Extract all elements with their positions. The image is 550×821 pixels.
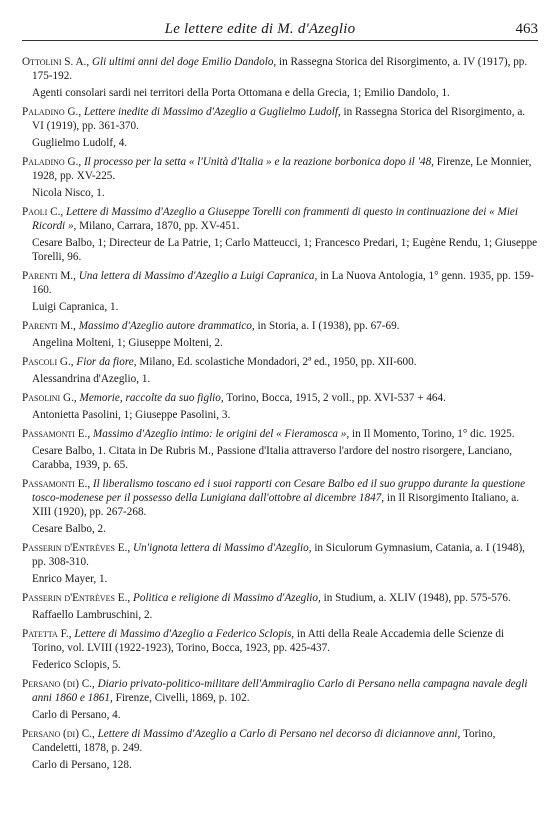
entry-publication: in Rassegna Storica del Risorgimento, a. VI (1919), pp. 361-370. (32, 106, 526, 132)
entry-citation (22, 477, 538, 519)
entry-title: Il processo per la setta « l'Unità d'Italia » e la reazione borbonica dopo il '48, (83, 156, 434, 168)
bibliography-entry (22, 269, 538, 314)
entry-citation (22, 55, 538, 83)
entry-author: Pasolini G., (22, 392, 77, 404)
entry-title: Diario privato-politico-militare dell'Ammiraglio Carlo di Persano nella campagna navale degli anni 1860 e 1861, (32, 678, 528, 704)
bibliography-entry (22, 355, 538, 386)
entry-correspondents: Cesare Balbo, 1; Directeur de La Patrie, 1; Carlo Matteucci, 1; Francesco Predari, 1; Eugène Rendu, 1; Giuseppe Torelli, 96. (32, 237, 538, 263)
bibliography-entry (22, 627, 538, 672)
entry-citation (22, 391, 538, 405)
page-header (22, 18, 538, 41)
entry-correspondents: Carlo di Persano, 128. (32, 759, 132, 771)
entry-title: Massimo d'Azeglio intimo: le origini del « Fieramosca », (92, 428, 350, 440)
entry-title: Lettere di Massimo d'Azeglio a Federico Sclopis, (74, 628, 295, 640)
entry-author: Parenti M., (22, 270, 76, 282)
entry-publication: in La Nuova Antologia, 1° genn. 1935, pp. 159-160. (32, 270, 534, 296)
bibliography-entry (22, 55, 538, 100)
entry-title: Lettere di Massimo d'Azeglio a Giuseppe Torelli con frammenti di questo in continuazione dei « Miei Ricordi », (32, 206, 519, 232)
entry-citation (22, 205, 538, 233)
entry-correspondents: Nicola Nisco, 1. (32, 187, 105, 199)
entry-publication: in Il Risorgimento Italiano, a. XIII (1920), pp. 267-268. (32, 492, 520, 518)
entry-citation (22, 677, 538, 705)
entry-citation (22, 155, 538, 183)
bibliography-entry (22, 205, 538, 264)
bibliography-entry (22, 727, 538, 772)
entry-title: Massimo d'Azeglio autore drammatico, (78, 320, 255, 332)
entry-title: Lettere inedite di Massimo d'Azeglio a Guglielmo Ludolf, (83, 106, 341, 118)
entry-citation (22, 541, 538, 569)
bibliography-list (22, 55, 538, 777)
bibliography-entry (22, 391, 538, 422)
entry-author: Pascoli G., (22, 356, 74, 368)
bibliography-entry (22, 541, 538, 586)
entry-correspondents: Guglielmo Ludolf, 4. (32, 137, 128, 149)
bibliography-entry (22, 591, 538, 622)
entry-title: Memorie, raccolte da suo figlio, (79, 392, 224, 404)
entry-author: Persano (di) C., (22, 728, 95, 740)
entry-author: Passerin d'Entrèves E., (22, 592, 131, 604)
entry-title: Lettere di Massimo d'Azeglio a Carlo di Persano nel decorso di diciannove anni, (97, 728, 461, 740)
entry-title: Un'ignota lettera di Massimo d'Azeglio, (133, 542, 312, 554)
entry-author: Patetta F., (22, 628, 72, 640)
entry-title: Il liberalismo toscano ed i suoi rapporti con Cesare Balbo ed il suo gruppo durante la questione tosco-modenese per il possesso della Lunigiana dall'ottobre al dicembre 1847, (32, 478, 526, 504)
entry-correspondents: Agenti consolari sardi nei territori della Porta Ottomana e della Grecia, 1; Emilio Dandolo, 1. (32, 87, 450, 99)
bibliography-entry (22, 477, 538, 536)
entry-publication: Torino, Bocca, 1915, 2 voll., pp. XVI-537 + 464. (226, 392, 446, 404)
entry-author: Passamonti E., (22, 478, 91, 490)
bibliography-entry (22, 677, 538, 722)
entry-author: Paladino G., (22, 106, 82, 118)
entry-correspondents: Alessandrina d'Azeglio, 1. (32, 373, 151, 385)
bibliography-entry (22, 155, 538, 200)
entry-author: Passamonti E., (22, 428, 91, 440)
entry-citation (22, 727, 538, 755)
page-number: 463 (515, 21, 538, 37)
entry-author: Passerin d'Entrèves E., (22, 542, 131, 554)
entry-publication: Milano, Ed. scolastiche Mondadori, 2ª ed., 1950, pp. XII-600. (139, 356, 417, 368)
entry-correspondents: Cesare Balbo, 2. (32, 523, 106, 535)
entry-citation (22, 319, 538, 333)
entry-publication: Torino, Candeletti, 1878, p. 249. (32, 728, 496, 754)
entry-correspondents: Raffaello Lambruschini, 2. (32, 609, 153, 621)
entry-correspondents: Antonietta Pasolini, 1; Giuseppe Pasolini, 3. (32, 409, 231, 421)
entry-citation (22, 355, 538, 369)
entry-title: Una lettera di Massimo d'Azeglio a Luigi Capranica, (78, 270, 318, 282)
bibliography-entry (22, 105, 538, 150)
entry-publication: Milano, Carrara, 1870, pp. XV-451. (79, 220, 240, 232)
entry-title: Politica e religione di Massimo d'Azeglio, (133, 592, 321, 604)
entry-publication: in Siculorum Gymnasium, Catania, a. I (1948), pp. 308-310. (32, 542, 525, 568)
entry-author: Parenti M., (22, 320, 76, 332)
entry-publication: in Il Momento, Torino, 1° dic. 1925. (351, 428, 515, 440)
entry-correspondents: Angelina Molteni, 1; Giuseppe Molteni, 2. (32, 337, 223, 349)
entry-citation (22, 427, 538, 441)
entry-citation (22, 627, 538, 655)
entry-author: Paoli C., (22, 206, 64, 218)
entry-publication: in Atti della Reale Accademia delle Scienze di Torino, vol. LVIII (1922-1923), Torino, Bocca, 1923, pp. 425-437. (32, 628, 505, 654)
entry-publication: Firenze, Civelli, 1869, p. 102. (115, 692, 250, 704)
running-title: Le lettere edite di M. d'Azeglio (164, 21, 356, 37)
entry-title: Fior da fiore, (76, 356, 137, 368)
entry-citation (22, 105, 538, 133)
entry-publication: in Studium, a. XLIV (1948), pp. 575-576. (323, 592, 511, 604)
entry-author: Paladino G., (22, 156, 82, 168)
entry-correspondents: Cesare Balbo, 1. Citata in De Rubris M., Passione d'Italia attraverso l'ardore del nostro risorgere, Lanciano, Carabba, 1939, p. 65. (32, 445, 513, 471)
entry-citation (22, 269, 538, 297)
entry-correspondents: Enrico Mayer, 1. (32, 573, 108, 585)
entry-title: Gli ultimi anni del doge Emilio Dandolo, (91, 56, 277, 68)
bibliography-entry (22, 427, 538, 472)
entry-publication: in Storia, a. I (1938), pp. 67-69. (257, 320, 400, 332)
entry-author: Persano (di) C., (22, 678, 95, 690)
entry-correspondents: Carlo di Persano, 4. (32, 709, 121, 721)
entry-publication: Firenze, Le Monnier, 1928, pp. XV-225. (32, 156, 532, 182)
entry-publication: in Rassegna Storica del Risorgimento, a. IV (1917), pp. 175-192. (32, 56, 528, 82)
entry-correspondents: Federico Sclopis, 5. (32, 659, 121, 671)
entry-author: Ottolini S. A., (22, 56, 90, 68)
bibliography-entry (22, 319, 538, 350)
entry-correspondents: Luigi Capranica, 1. (32, 301, 119, 313)
entry-citation (22, 591, 538, 605)
